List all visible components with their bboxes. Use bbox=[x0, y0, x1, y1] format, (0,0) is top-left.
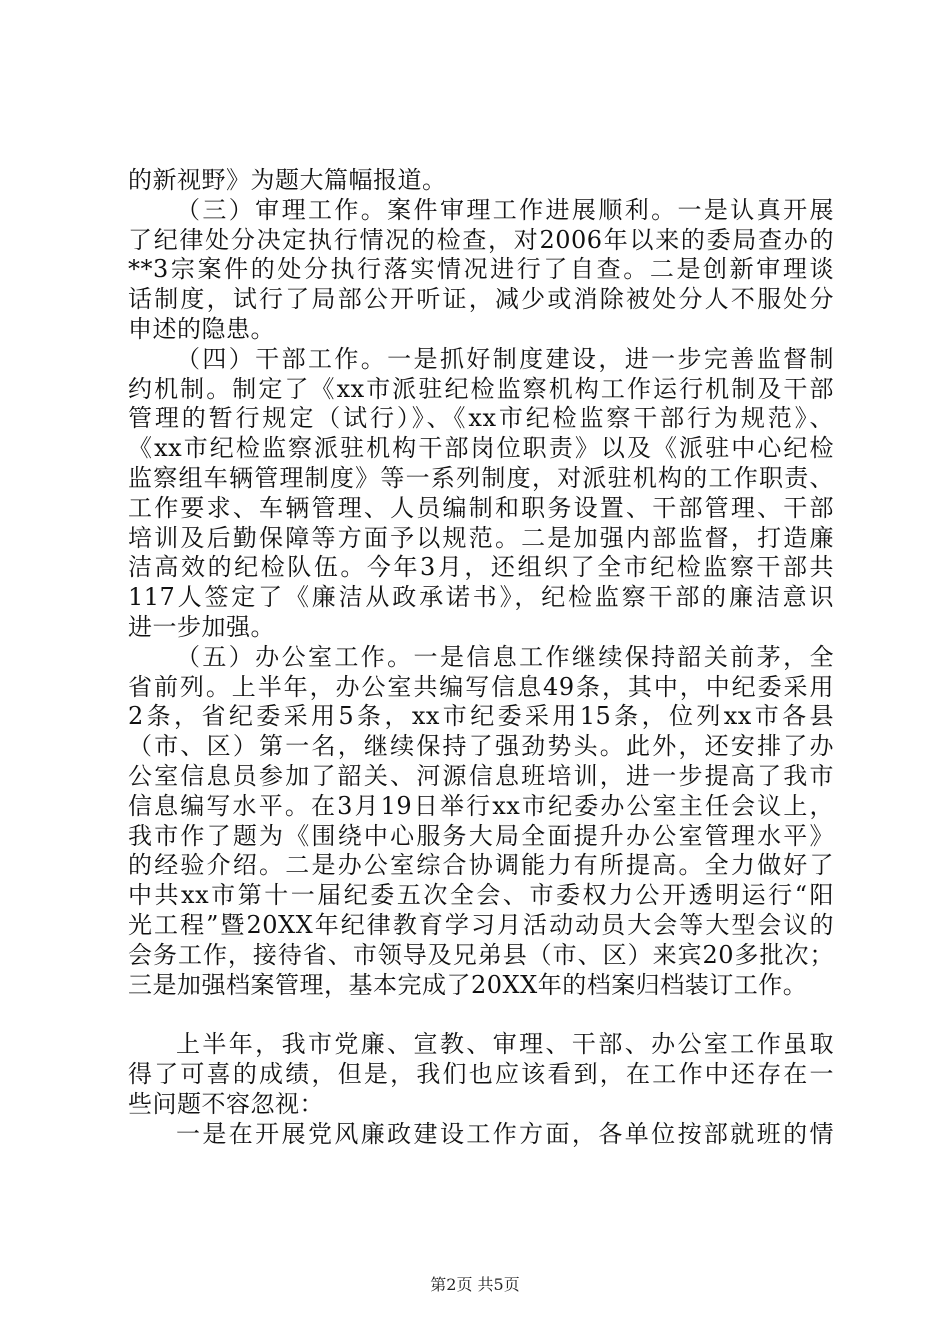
text-line: （四）干部工作。一是抓好制度建设，进一步完善监督制 bbox=[176, 344, 834, 373]
text-line: 上半年，我市党廉、宣教、审理、干部、办公室工作虽取 bbox=[176, 1030, 834, 1059]
text-line: （三）审理工作。案件审理工作进展顺利。一是认真开展 bbox=[176, 195, 834, 224]
text-line: 管理的暂行规定（试行）》、《xx市纪检监察干部行为规范》、 bbox=[128, 404, 834, 433]
text-line: 约机制。制定了《xx市派驻纪检监察机构工作运行机制及干部 bbox=[128, 374, 834, 403]
text-line: 的经验介绍。二是办公室综合协调能力有所提高。全力做好了 bbox=[128, 851, 834, 880]
text-line: 三是加强档案管理，基本完成了20XX年的档案归档装订工作。 bbox=[128, 970, 808, 999]
text-line: 会务工作，接待省、市领导及兄弟县（市、区）来宾20多批次； bbox=[128, 940, 834, 969]
text-line: 一是在开展党风廉政建设工作方面，各单位按部就班的情 bbox=[176, 1119, 834, 1148]
text-line: 洁高效的纪检队伍。今年3月，还组织了全市纪检监察干部共 bbox=[128, 553, 834, 582]
text-line: （五）办公室工作。一是信息工作继续保持韶关前茅，全 bbox=[176, 642, 834, 671]
text-line: 2条，省纪委采用5条，xx市纪委采用15条，位列xx市各县 bbox=[128, 702, 834, 731]
text-line: 公室信息员参加了韶关、河源信息班培训，进一步提高了我市 bbox=[128, 761, 834, 790]
text-line: 了纪律处分决定执行情况的检查，对2006年以来的委局查办的 bbox=[128, 225, 834, 254]
text-line: 信息编写水平。在3月19日举行xx市纪委办公室主任会议上， bbox=[128, 791, 834, 820]
text-line: 的新视野》为题大篇幅报道。 bbox=[128, 166, 447, 194]
text-line: **3宗案件的处分执行落实情况进行了自查。二是创新审理谈 bbox=[128, 255, 834, 284]
text-line: 进一步加强。 bbox=[128, 612, 275, 641]
text-line: 监察组车辆管理制度》等一系列制度，对派驻机构的工作职责、 bbox=[128, 463, 834, 492]
text-line: 些问题不容忽视： bbox=[128, 1089, 324, 1118]
text-line: 《xx市纪检监察派驻机构干部岗位职责》以及《派驻中心纪检 bbox=[128, 434, 834, 463]
text-line: 得了可喜的成绩，但是，我们也应该看到，在工作中还存在一 bbox=[128, 1060, 834, 1089]
page-number: 第2页 共5页 bbox=[430, 1275, 520, 1294]
text-line: 工作要求、车辆管理、人员编制和职务设置、干部管理、干部 bbox=[128, 493, 834, 522]
text-line: 话制度，试行了局部公开听证，减少或消除被处分人不服处分 bbox=[128, 285, 834, 314]
document-body bbox=[128, 166, 834, 1150]
text-line: 117人签定了《廉洁从政承诺书》，纪检监察干部的廉洁意识 bbox=[128, 583, 834, 612]
text-line: 申述的隐患。 bbox=[128, 314, 275, 343]
text-line: 中共xx市第十一届纪委五次全会、市委权力公开透明运行“阳 bbox=[128, 881, 834, 910]
text-line: 培训及后勤保障等方面予以规范。二是加强内部监督，打造廉 bbox=[128, 523, 834, 552]
paragraph-gap bbox=[128, 1000, 834, 1030]
text-line: 我市作了题为《围绕中心服务大局全面提升办公室管理水平》 bbox=[128, 821, 834, 850]
text-line: 光工程”暨20XX年纪律教育学习月活动动员大会等大型会议的 bbox=[128, 910, 834, 939]
text-line: （市、区）第一名，继续保持了强劲势头。此外，还安排了办 bbox=[128, 732, 834, 761]
text-line: 省前列。上半年，办公室共编写信息49条，其中，中纪委采用 bbox=[128, 672, 834, 701]
